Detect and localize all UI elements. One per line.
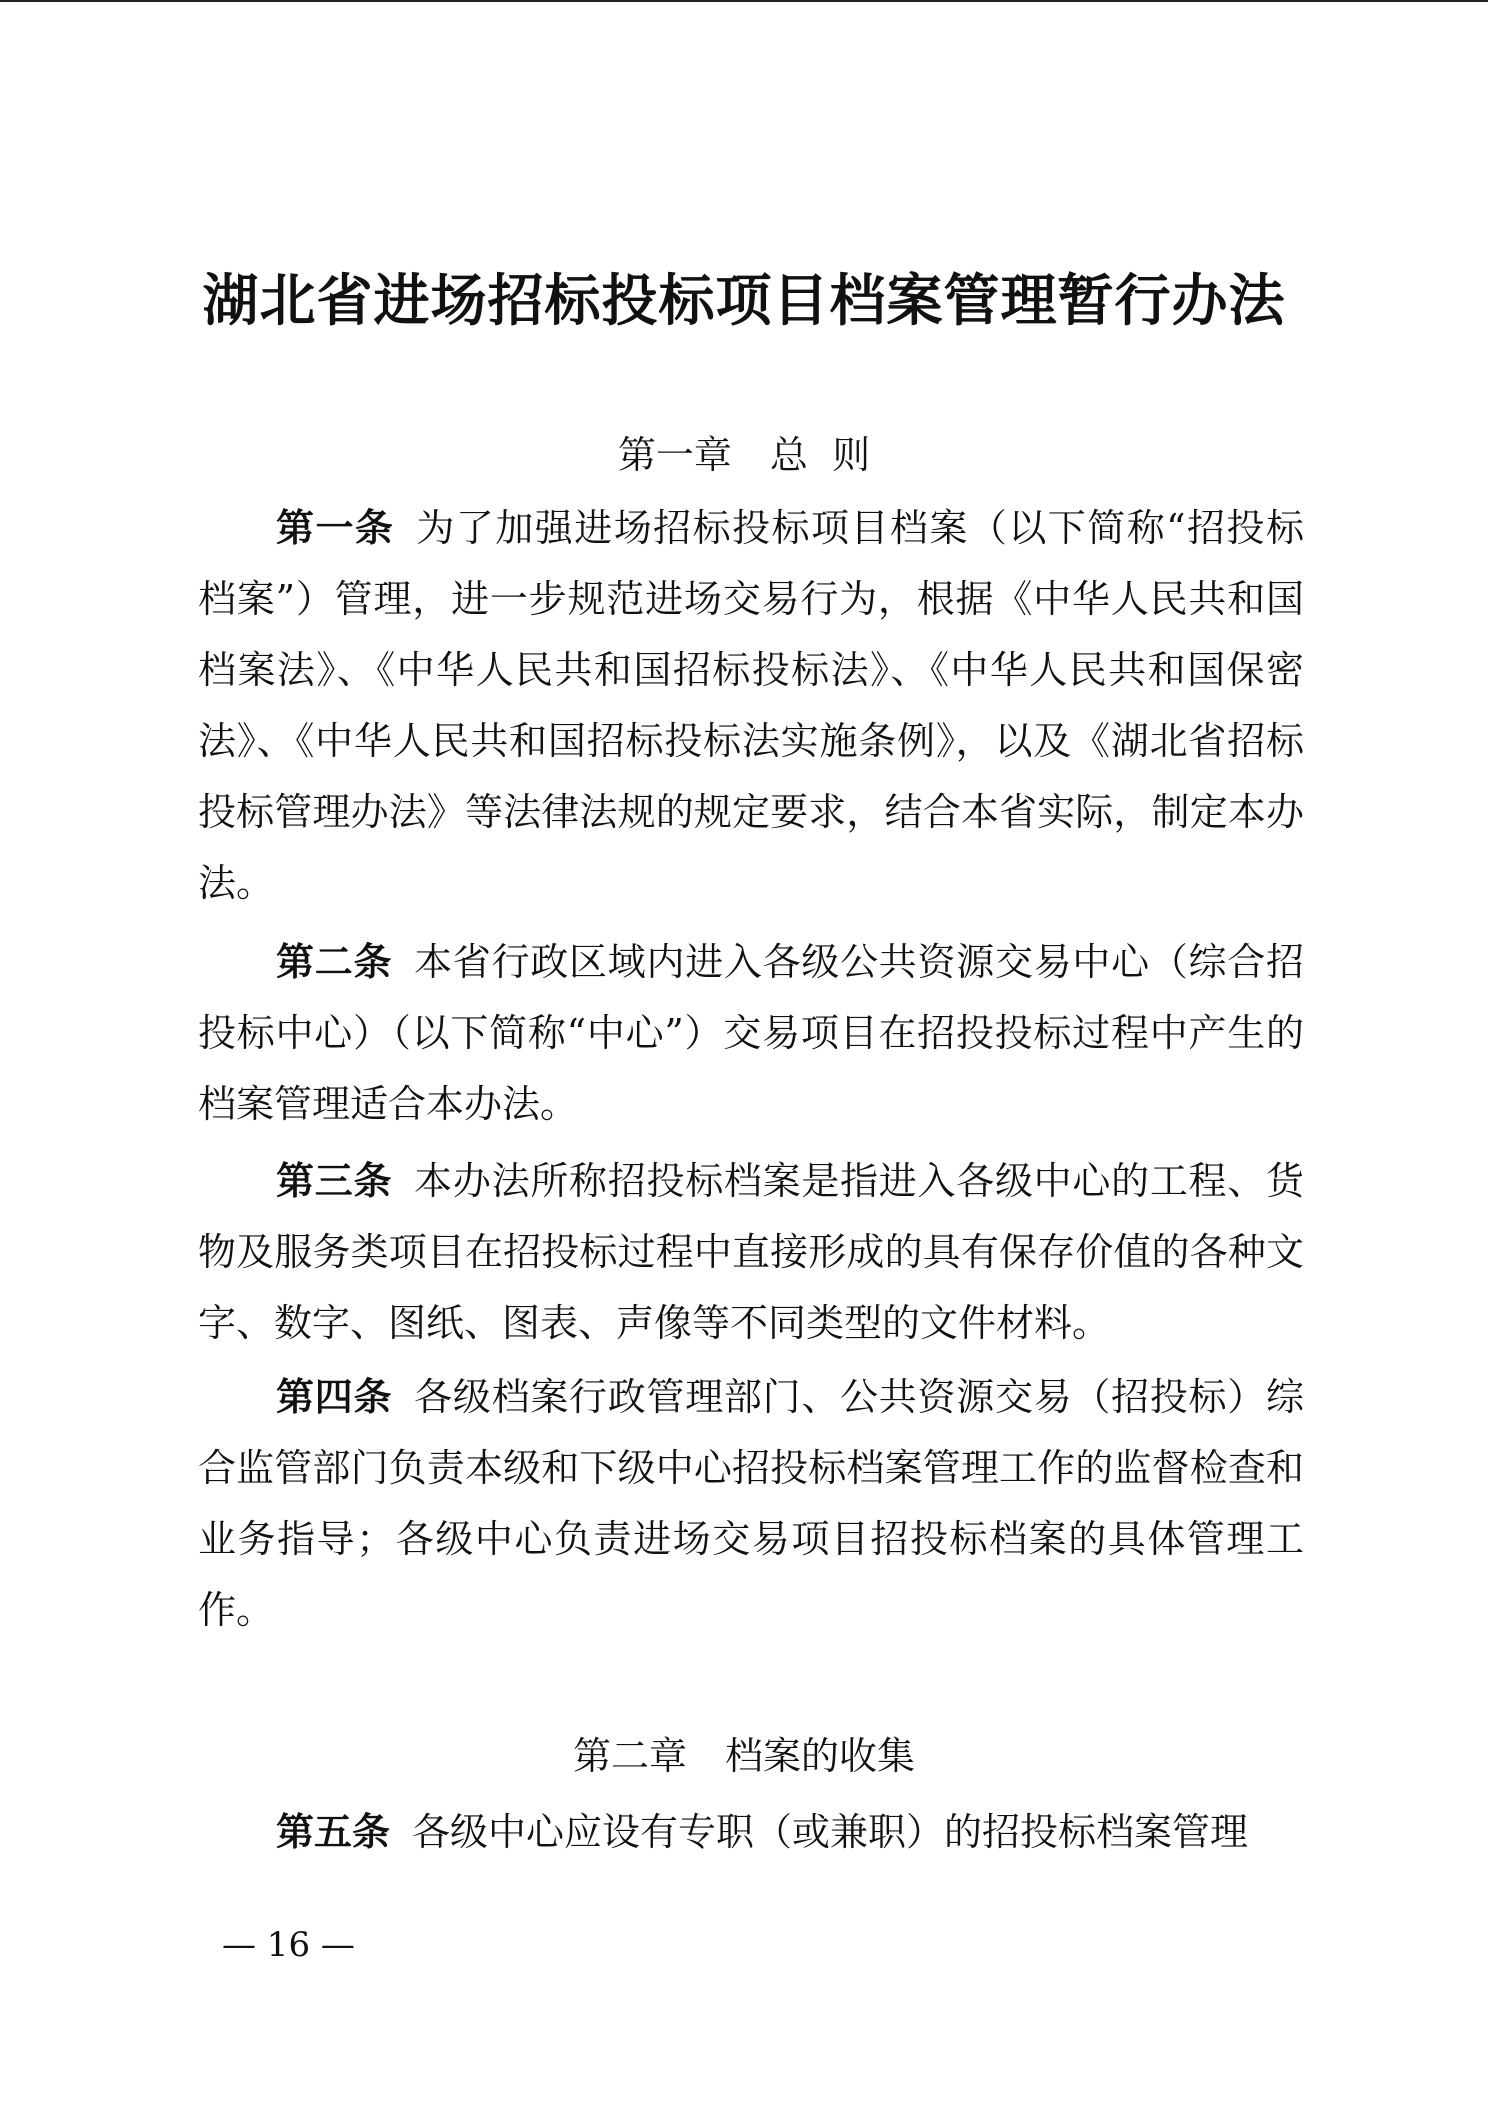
page-number: — 16 —	[222, 1925, 355, 1965]
chapter-heading-2: 第二章 档案的收集	[572, 1734, 915, 1778]
article-number: 第四条	[276, 1375, 393, 1419]
article-4	[198, 1362, 1304, 1646]
chapter-heading-1: 第一章 总 则	[617, 433, 871, 477]
article-text: 本省行政区域内进入各级公共资源交易中心（综合招投标中心）（以下简称“中心”）交易项目在招投投标过程中产生的档案管理适合本办法。	[198, 940, 1304, 1126]
article-text: 本办法所称招投标档案是指进入各级中心的工程、货物及服务类项目在招投标过程中直接形成的具有保存价值的各种文字、数字、图纸、图表、声像等不同类型的文件材料。	[198, 1159, 1304, 1345]
article-3	[198, 1146, 1304, 1359]
article-text: 各级档案行政管理部门、公共资源交易（招投标）综合监管部门负责本级和下级中心招投标档案管理工作的监督检查和业务指导；各级中心负责进场交易项目招投标档案的具体管理工作。	[198, 1375, 1304, 1632]
article-5	[198, 1797, 1304, 1868]
article-number: 第二条	[276, 940, 393, 984]
article-number: 第五条	[276, 1810, 391, 1854]
article-2	[198, 927, 1304, 1140]
top-border-line	[0, 0, 1488, 2]
article-number: 第一条	[276, 506, 395, 550]
article-text: 各级中心应设有专职（或兼职）的招投标档案管理	[412, 1810, 1249, 1854]
article-text: 为了加强进场招标投标项目档案（以下简称“招投标档案”）管理，进一步规范进场交易行为，根据《中华人民共和国档案法》、《中华人民共和国招标投标法》、《中华人民共和国保密法》、《中华人民共和国招标投标法实施条例》，以及《湖北省招标投标管理办法》等法律法规的规定要求，结合本省实际，制定本办法。	[198, 506, 1304, 905]
article-number: 第三条	[276, 1159, 393, 1203]
article-1	[198, 493, 1304, 919]
document-title: 湖北省进场招标投标项目档案管理暂行办法	[202, 269, 1286, 334]
